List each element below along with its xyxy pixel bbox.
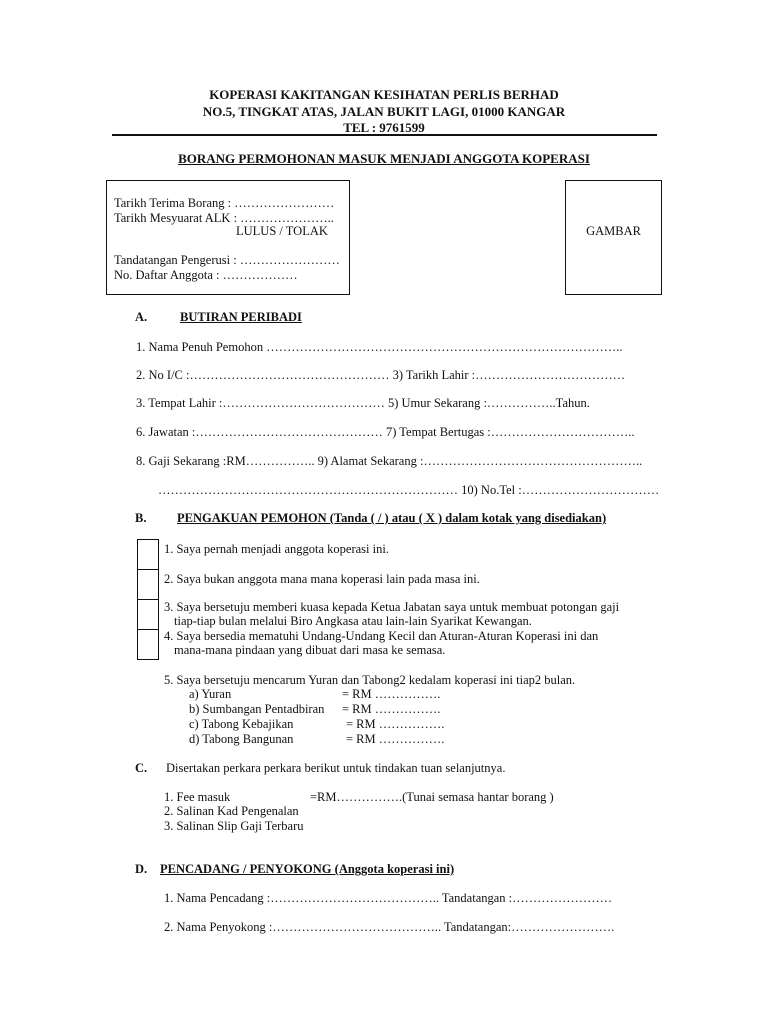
section-d-title: PENCADANG / PENYOKONG (Anggota koperasi ini) (160, 862, 455, 876)
no-daftar-field[interactable]: No. Daftar Anggota : ……………… (114, 268, 298, 282)
declaration-2: 2. Saya bukan anggota mana mana koperasi lain pada masa ini. (164, 572, 480, 586)
section-b-letter: B. (135, 511, 147, 525)
tarikh-terima-field[interactable]: Tarikh Terima Borang : …………………… (114, 196, 335, 210)
checkbox-patuhi-undang[interactable] (137, 629, 159, 660)
photo-label: GAMBAR (586, 224, 641, 238)
declaration-3-cont: tiap-tiap bulan melalui Biro Angkasa atau lain-lain Syarikat Kewangan. (174, 614, 532, 628)
field-jawatan-tempat-bertugas[interactable]: 6. Jawatan :……………………………………… 7) Tempat Bertugas :…………………………….. (136, 425, 635, 439)
checkbox-bukan-anggota-lain[interactable] (137, 569, 159, 600)
field-gaji-alamat[interactable]: 8. Gaji Sekarang :RM…………….. 9) Alamat Sekarang :…………………………………………….. (136, 454, 643, 468)
checkbox-potongan-gaji[interactable] (137, 599, 159, 630)
declaration-3: 3. Saya bersetuju memberi kuasa kepada Ketua Jabatan saya untuk membuat potongan gaji (164, 600, 620, 614)
section-d-letter: D. (135, 862, 148, 876)
form-title: BORANG PERMOHONAN MASUK MENJADI ANGGOTA KOPERASI (178, 151, 590, 166)
declaration-4: 4. Saya bersedia mematuhi Undang-Undang Kecil dan Aturan-Aturan Koperasi ini dan (164, 629, 599, 643)
photo-box[interactable] (565, 180, 662, 295)
yuran-amount-field[interactable]: = RM ……………. (342, 687, 441, 701)
office-use-box (106, 180, 350, 295)
sumbangan-label: b) Sumbangan Pentadbiran (189, 702, 325, 716)
declaration-5: 5. Saya bersetuju mencarum Yuran dan Tabong2 kedalam koperasi ini tiap2 bulan. (164, 673, 576, 687)
kebajikan-label: c) Tabong Kebajikan (189, 717, 294, 731)
yuran-label: a) Yuran (189, 687, 232, 701)
org-address: NO.5, TINGKAT ATAS, JALAN BUKIT LAGI, 01000 KANGAR (202, 104, 566, 119)
lulus-tolak-option[interactable]: LULUS / TOLAK (236, 224, 328, 238)
kebajikan-amount-field[interactable]: = RM ……………. (346, 717, 445, 731)
field-penyokong[interactable]: 2. Nama Penyokong :………………………………….. Tandatangan:……………………. (164, 920, 615, 934)
field-nama-penuh[interactable]: 1. Nama Penuh Pemohon ………………………………………………………………………….. (136, 340, 623, 354)
section-c-intro: Disertakan perkara perkara berikut untuk tindakan tuan selanjutnya. (166, 761, 506, 775)
attachment-slip-gaji: 3. Salinan Slip Gaji Terbaru (164, 819, 304, 833)
attachment-kad-pengenalan: 2. Salinan Kad Pengenalan (164, 804, 299, 818)
header-divider (112, 134, 657, 136)
org-name: KOPERASI KAKITANGAN KESIHATAN PERLIS BERHAD (209, 87, 559, 102)
fee-masuk-field[interactable]: =RM…………….(Tunai semasa hantar borang ) (310, 790, 554, 804)
sumbangan-amount-field[interactable]: = RM ……………. (342, 702, 441, 716)
section-c-letter: C. (135, 761, 148, 775)
bangunan-label: d) Tabong Bangunan (189, 732, 294, 746)
field-tempat-lahir-umur[interactable]: 3. Tempat Lahir :………………………………… 5) Umur Sekarang :……………..Tahun. (136, 396, 590, 410)
fee-masuk-label: 1. Fee masuk (164, 790, 231, 804)
tandatangan-pengerusi-field[interactable]: Tandatangan Pengerusi : …………………… (114, 253, 340, 267)
checkbox-pernah-anggota[interactable] (137, 539, 159, 570)
declaration-1: 1. Saya pernah menjadi anggota koperasi ini. (164, 542, 389, 556)
section-a-title: BUTIRAN PERIBADI (180, 310, 302, 324)
field-no-ic-tarikh-lahir[interactable]: 2. No I/C :………………………………………… 3) Tarikh Lahir :……………………………… (136, 368, 626, 382)
declaration-4-cont: mana-mana pindaan yang dibuat dari masa ke semasa. (174, 643, 446, 657)
section-b-title: PENGAKUAN PEMOHON (Tanda ( / ) atau ( X ) dalam kotak yang disediakan) (177, 511, 607, 525)
tarikh-mesyuarat-field[interactable]: Tarikh Mesyuarat ALK : ………………….. (114, 211, 334, 225)
field-alamat-no-tel[interactable]: ……………………………………………………………… 10) No.Tel :…………………………… (158, 483, 660, 497)
org-tel: TEL : 9761599 (343, 120, 425, 135)
field-pencadang[interactable]: 1. Nama Pencadang :………………………………….. Tandatangan :…………………… (164, 891, 613, 905)
section-a-letter: A. (135, 310, 148, 324)
bangunan-amount-field[interactable]: = RM ……………. (346, 732, 445, 746)
